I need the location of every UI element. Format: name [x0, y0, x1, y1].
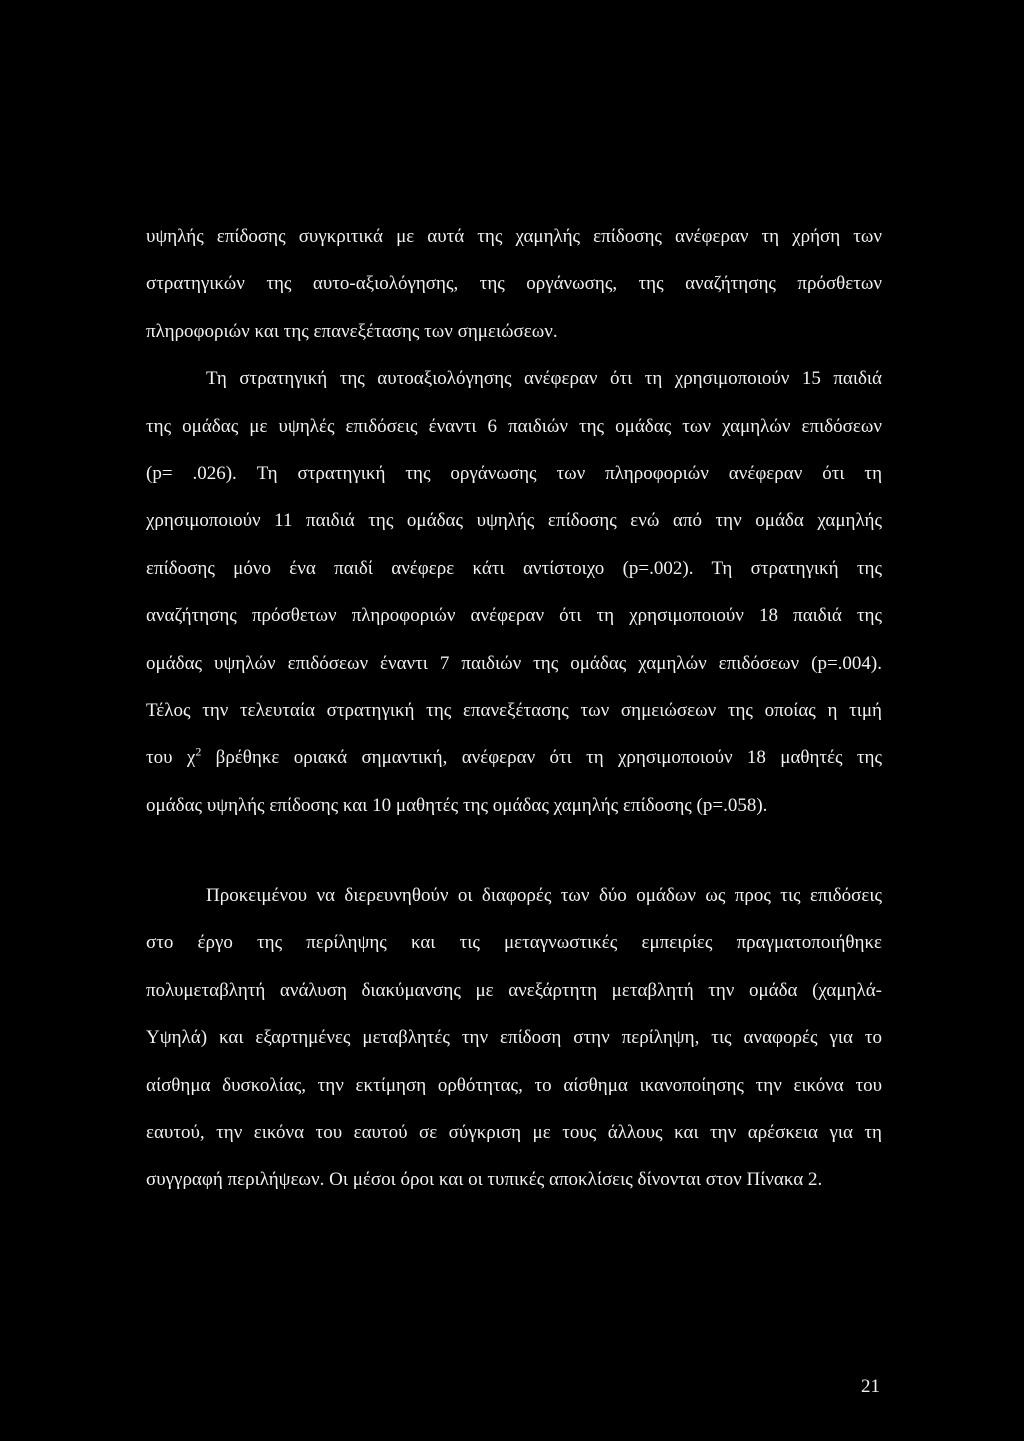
text-line: αναζήτησης πρόσθετων πληροφοριών ανέφεραν ότι τη χρησιμοποιούν 18 παιδιά της — [146, 605, 882, 627]
text-line: Υψηλά) και εξαρτημένες μεταβλητές την επίδοση στην περίληψη, τις αναφορές για το — [146, 1027, 882, 1049]
text-line: (p= .026). Τη στρατηγική της οργάνωσης των πληροφοριών ανέφεραν ότι τη — [146, 462, 882, 484]
chi-line-text: βρέθηκε οριακά σημαντική, ανέφεραν ότι τη χρησιμοποιούν 18 μαθητές της — [215, 747, 882, 769]
paragraph-manova-description — [146, 885, 882, 1217]
text-line: εαυτού, την εικόνα του εαυτού σε σύγκριση με τους άλλους και την αρέσκεια για τη — [146, 1121, 882, 1143]
text-line: στο έργο της περίληψης και τις μεταγνωστικές εμπειρίες πραγματοποιήθηκε — [146, 932, 882, 954]
text-line: συγγραφή περιλήψεων. Οι μέσοι όροι και οι τυπικές αποκλίσεις δίνονται στον Πίνακα 2. — [146, 1169, 823, 1191]
text-line: στρατηγικών της αυτο-αξιολόγησης, της οργάνωσης, της αναζήτησης πρόσθετων — [146, 273, 882, 295]
text-line: αίσθημα δυσκολίας, την εκτίμηση ορθότητας, το αίσθημα ικανοποίησης την εικόνα του — [146, 1074, 882, 1096]
text-line: Τέλος την τελευταία στρατηγική της επανεξέτασης των σημειώσεων της οποίας η τιμή — [146, 699, 882, 721]
text-line: πολυμεταβλητή ανάλυση διακύμανσης με ανεξάρτητη μεταβλητή την ομάδα (χαμηλά- — [146, 979, 882, 1001]
text-line: της ομάδας με υψηλές επιδόσεις έναντι 6 παιδιών της ομάδας των χαμηλών επιδόσεων — [146, 415, 882, 437]
paragraph-strategies-results — [146, 226, 882, 842]
text-line: Προκειμένου να διερευνηθούν οι διαφορές των δύο ομάδων ως προς τις επιδόσεις — [206, 885, 882, 906]
text-line: ομάδας υψηλών επιδόσεων έναντι 7 παιδιών της ομάδας χαμηλών επιδόσεων (p=.004). — [146, 652, 882, 674]
text-line: χρησιμοποιούν 11 παιδιά της ομάδας υψηλής επίδοσης ενώ από την ομάδα χαμηλής — [146, 510, 882, 532]
text-line: υψηλής επίδοσης συγκριτικά με αυτά της χαμηλής επίδοσης ανέφεραν τη χρήση των — [146, 226, 882, 247]
chi-prefix: του χ — [146, 747, 196, 769]
text-line: πληροφοριών και της επανεξέτασης των σημειώσεων. — [146, 320, 558, 342]
page-number: 21 — [861, 1376, 880, 1397]
text-line-chi-square — [146, 744, 882, 794]
text-line: επίδοσης μόνο ένα παιδί ανέφερε κάτι αντίστοιχο (p=.002). Τη στρατηγική της — [146, 557, 882, 579]
chi-superscript: 2 — [195, 744, 202, 759]
text-line: Τη στρατηγική της αυτοαξιολόγησης ανέφεραν ότι τη χρησιμοποιούν 15 παιδιά — [206, 368, 882, 390]
text-line: ομάδας υψηλής επίδοσης και 10 μαθητές της ομάδας χαμηλής επίδοσης (p=.058). — [146, 794, 768, 816]
